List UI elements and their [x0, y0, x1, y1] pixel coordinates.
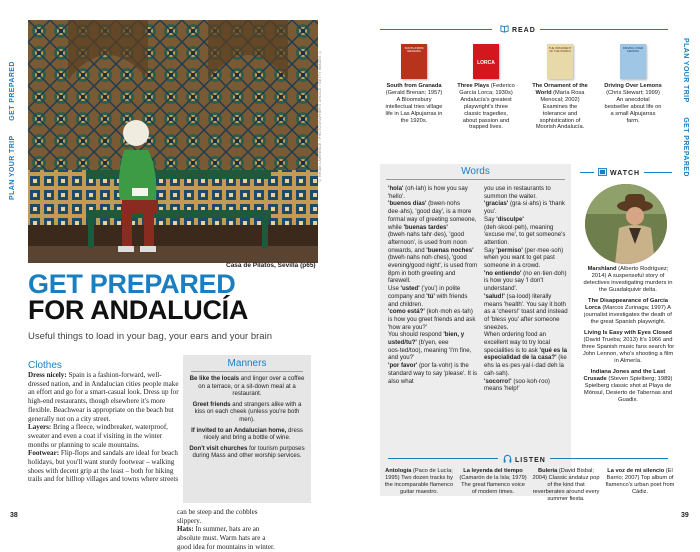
book-cover-label: SOUTH FROM GRANADA — [404, 46, 424, 54]
album-desc: (Camarón de la Isla; 1979) The great flamenco voice of modern times. — [459, 474, 527, 495]
word-term: 'bien, y usted/tu?' — [388, 331, 465, 347]
clothes-heading: Clothes — [28, 360, 62, 371]
clothes-p3-lead: Footwear: — [28, 449, 60, 458]
album-title: Bulería — [538, 468, 558, 474]
word-def: (por fa·vohr) is the standard way to say 'please'. It is also what — [388, 362, 478, 385]
word-def: When ordering food an excellent way to try local specialities is to ask — [484, 331, 551, 354]
manners-heading: Manners — [227, 358, 267, 369]
watch-list — [580, 266, 676, 408]
page-number-right: 39 — [681, 512, 689, 519]
headphones-icon — [503, 454, 512, 463]
page-number-left: 38 — [10, 512, 18, 519]
watch-rule-left — [580, 172, 594, 173]
word-term: 'por favor' — [388, 362, 418, 370]
word-def: (koh·moh es·tah) is how you greet friends and ask 'how are you?' — [388, 308, 476, 331]
book-desc: (Chris Stewart; 1999) An anecdotal bestseller about life on a small Alpujarras farm. — [604, 89, 662, 124]
watch-item — [580, 330, 676, 365]
photo-credit: © BRIAN LAWRENCE / PHOTOGRAPHER'S CHOICE / GETTY IMAGES © — [318, 50, 322, 183]
manners-item — [189, 401, 305, 424]
page-title — [28, 271, 248, 323]
manners-item-lead: Be like the locals — [189, 375, 240, 382]
title-line-2: FOR ANDALUCÍA — [28, 295, 249, 325]
book-item — [604, 44, 662, 124]
listen-rule-right — [550, 458, 668, 459]
word-def: (oh·lah) is how you say 'hello'. — [388, 185, 468, 200]
word-term: 'como está?' — [388, 308, 425, 316]
word-def: (no en·tien·doh) is how you say 'I don't understand'. — [484, 269, 567, 293]
album-title: Antología — [385, 468, 412, 474]
film-desc: (Steven Spielberg; 1989) Spielberg classic shot at Playa de Mónsul, Desierto de Tabernas and Guadix. — [583, 376, 673, 403]
read-heading: READ — [511, 27, 536, 34]
manners-item-text: and strangers alike with a kiss on each cheek (unless you're both men). — [194, 400, 302, 423]
word-def: Say — [484, 246, 497, 254]
read-header — [500, 24, 536, 34]
words-heading: Words — [461, 166, 490, 177]
book-cover-label: DRIVING OVER LEMONS — [622, 46, 644, 54]
film-still — [585, 184, 667, 264]
book-title: The Ornament of the World — [532, 83, 588, 96]
album-title: La voz de mi silencio — [607, 468, 665, 474]
left-tab-label: GET PREPARED — [9, 61, 16, 121]
film-desc: (Alberto Rodríguez; 2014) A suspenseful story of detectives investigating murders in the Guadalquivir delta. — [583, 266, 673, 293]
word-def: (bweh·nahs noh·ches), 'good evening/good night', is used from 8pm in both greeting and farewell. — [388, 254, 478, 285]
word-def: (gra·si·ahs) is 'thank you'. — [484, 200, 565, 216]
book-desc: (Gerald Brenan; 1957) A Bloomsbury intellectual tries village life in Las Alpujarras in the 1920s. — [385, 89, 443, 124]
listen-item — [384, 468, 454, 496]
film-title: Indiana Jones and the Last Crusade — [583, 369, 666, 382]
book-cover-label: LORCA — [477, 60, 495, 66]
word-term: 'qué es la especialidad de la casa?' — [484, 346, 568, 362]
clothes-p4-lead: Hats: — [177, 525, 194, 534]
word-def: (b'yen, eee oos·ted/too), meaning 'I'm fine, and you?' — [388, 339, 472, 362]
word-def: You should respond — [388, 331, 444, 339]
album-desc: (Paco de Lucía; 1995) Two dozen tracks by the incomparable flamenco guitar maestro. — [384, 468, 454, 495]
word-def: with friends and children. — [388, 292, 468, 308]
manners-item-lead: Greet friends — [192, 400, 231, 408]
word-term: 'hola' — [388, 185, 404, 192]
page-subtitle: Useful things to load in your bag, your ears and your brain — [28, 331, 272, 342]
clothes-p3-cont: can be steep and the cobbles slippery. — [177, 508, 258, 525]
right-tab-label: GET PREPARED — [682, 117, 689, 177]
word-def: you use in restaurants to summon the waiter. — [484, 185, 551, 200]
right-side-tab — [682, 38, 689, 177]
word-term: 'salud!' — [484, 292, 505, 300]
clothes-section — [28, 360, 180, 484]
word-term: 'gracias' — [484, 200, 509, 208]
clothes-p3: Flip-flops and sandals are ideal for beach holidays, but you'll want sturdy footwear – walking shoes with decent grip at the least – both for hiking trails and for hilltop villages and towns where streets — [28, 449, 179, 484]
album-desc: (El Barrio; 2007) Top album of flamenco's urban poet from Cádiz. — [605, 468, 675, 495]
album-title: La leyenda del tiempo — [463, 468, 523, 474]
manners-item — [189, 427, 305, 442]
listen-item — [531, 468, 601, 503]
album-desc: (David Bisbal; 2004) Classic andaluz pop of the kind that reverberates around every summer fiesta. — [532, 468, 600, 502]
word-def: (soo·koh·roo) means 'help!' — [484, 377, 550, 393]
manners-box — [183, 355, 311, 503]
listen-header — [503, 454, 546, 464]
book-item — [457, 44, 515, 131]
watch-item — [580, 369, 676, 404]
word-def: (sa·lood) literally means 'health'. You say it both as a 'cheers!' toast and instead of 'bless you' after someone sneezes. — [484, 292, 568, 331]
book-icon — [500, 24, 509, 33]
clothes-p1-lead: Dress nicely: — [28, 371, 67, 379]
words-column-1 — [388, 185, 478, 385]
listen-item — [605, 468, 675, 496]
film-desc: (David Trueba; 2013) It's 1966 and three Spanish music fans search for John Lennon, who's shooting a film in Almería. — [581, 337, 675, 364]
book-item — [531, 44, 589, 131]
book-title: South from Granada — [386, 83, 442, 89]
film-title: Marshland — [587, 266, 617, 272]
book-cover — [620, 44, 646, 79]
watch-heading: WATCH — [609, 170, 641, 177]
word-def: Use — [388, 285, 401, 293]
watch-item — [580, 298, 676, 326]
book-desc: (Federico García Lorca; 1930s) Andalucía's greatest playwright's three classic tragedies, about passion and trapped lives. — [459, 83, 515, 131]
word-term: 'buenas tardes' — [403, 223, 448, 231]
word-def: (deh·skool·peh), meaning 'excuse me', to get someone's attention. — [484, 223, 566, 246]
listen-heading: LISTEN — [514, 457, 546, 464]
left-tab-prefix: PLAN YOUR TRIP — [9, 135, 16, 200]
manners-item — [189, 445, 305, 460]
left-side-tab — [9, 61, 16, 200]
manners-item-lead: Don't visit churches — [189, 444, 248, 452]
read-rule-right — [540, 29, 668, 30]
word-def: (bwen·nohs dee·ahs), 'good day', is a more formal way of greeting someone, while — [388, 200, 477, 231]
manners-item-text: for tourism purposes during Mass and other worship services. — [192, 444, 305, 460]
book-title: Driving Over Lemons — [604, 83, 662, 89]
word-def: ('you') in polite company and — [388, 285, 461, 300]
word-term: 'usted' — [400, 285, 420, 293]
word-term: 'tú' — [426, 292, 435, 300]
book-title: Three Plays — [457, 83, 490, 89]
word-term: 'disculpe' — [496, 215, 524, 223]
word-def: (ke ehs la es·pes·yal·i·dad deh la cah·sah). — [484, 354, 567, 377]
listen-rule-left — [388, 458, 498, 459]
watch-rule-right — [644, 172, 672, 173]
word-def: (per·mee·soh) when you want to get past someone in a crowd. — [484, 246, 564, 270]
book-item — [385, 44, 443, 124]
listen-item — [458, 468, 528, 496]
film-title: The Disappearance of García Lorca — [584, 298, 668, 311]
clothes-p2: Bring a fleece, windbreaker, waterproof, sweater and even a coat if visiting in the winter months or planning to scale mountains. — [28, 423, 168, 449]
clothes-p1: Spain is a fashion-forward, well-dressed nation, and in Andalucian cities people make an effort and go for a smart-casual look. Dress up for high-end restaurants, though elsewhere it's more flexible. Beachwear is appropriate on the beach but generally not on a city street. — [28, 371, 179, 423]
film-icon — [598, 168, 607, 176]
read-rule-left — [380, 29, 492, 30]
manners-item — [189, 375, 305, 398]
word-term: 'buenos días' — [388, 200, 427, 208]
clothes-continued — [177, 508, 281, 552]
book-cover-label: THE ORNAMENT OF THE WORLD — [548, 46, 572, 54]
word-term: 'buenas noches' — [426, 246, 474, 254]
clothes-p4: In summer, hats are an absolute must. Warm hats are a good idea for mountains in winter. — [177, 525, 275, 551]
manners-item-lead: If invited to an Andalucian home, — [191, 426, 287, 434]
word-def: Say — [484, 215, 497, 223]
book-cover — [547, 44, 573, 79]
word-term: 'no entiendo' — [484, 269, 522, 277]
watch-item — [580, 266, 676, 294]
casa-de-pilatos-photo — [28, 20, 318, 263]
watch-header — [598, 168, 640, 177]
word-def: (bweh·nahs tahr·des), 'good afternoon', is used from noon onwards, and — [388, 231, 467, 254]
right-tab-prefix: PLAN YOUR TRIP — [682, 38, 689, 103]
film-title: Living Is Easy with Eyes Closed — [584, 330, 672, 336]
manners-item-text: dress nicely and bring a bottle of wine. — [203, 426, 303, 442]
words-column-2 — [484, 185, 568, 393]
book-cover — [473, 44, 499, 79]
book-desc: (María Rosa Menocal; 2002) Examines the tolerance and sophistication of Moorish Andalucía. — [535, 89, 585, 131]
word-term: 'socorro!' — [484, 377, 512, 385]
indiana-jones-still — [585, 184, 667, 264]
clothes-body — [28, 371, 180, 484]
main-photo — [28, 20, 318, 263]
title-line-1: GET PREPARED — [28, 269, 236, 299]
book-cover — [401, 44, 427, 79]
film-desc: (Marcos Zurinaga; 1997) A journalist investigates the death of the great Spanish playwright. — [584, 305, 672, 325]
clothes-p2-lead: Layers: — [28, 423, 52, 432]
photo-caption: Casa de Pilatos, Sevilla (p65) — [226, 262, 316, 269]
word-term: 'permiso' — [496, 246, 523, 254]
manners-item-text: and linger over a coffee on a terrace, or a sit-down meal at a restaurant. — [198, 375, 305, 398]
